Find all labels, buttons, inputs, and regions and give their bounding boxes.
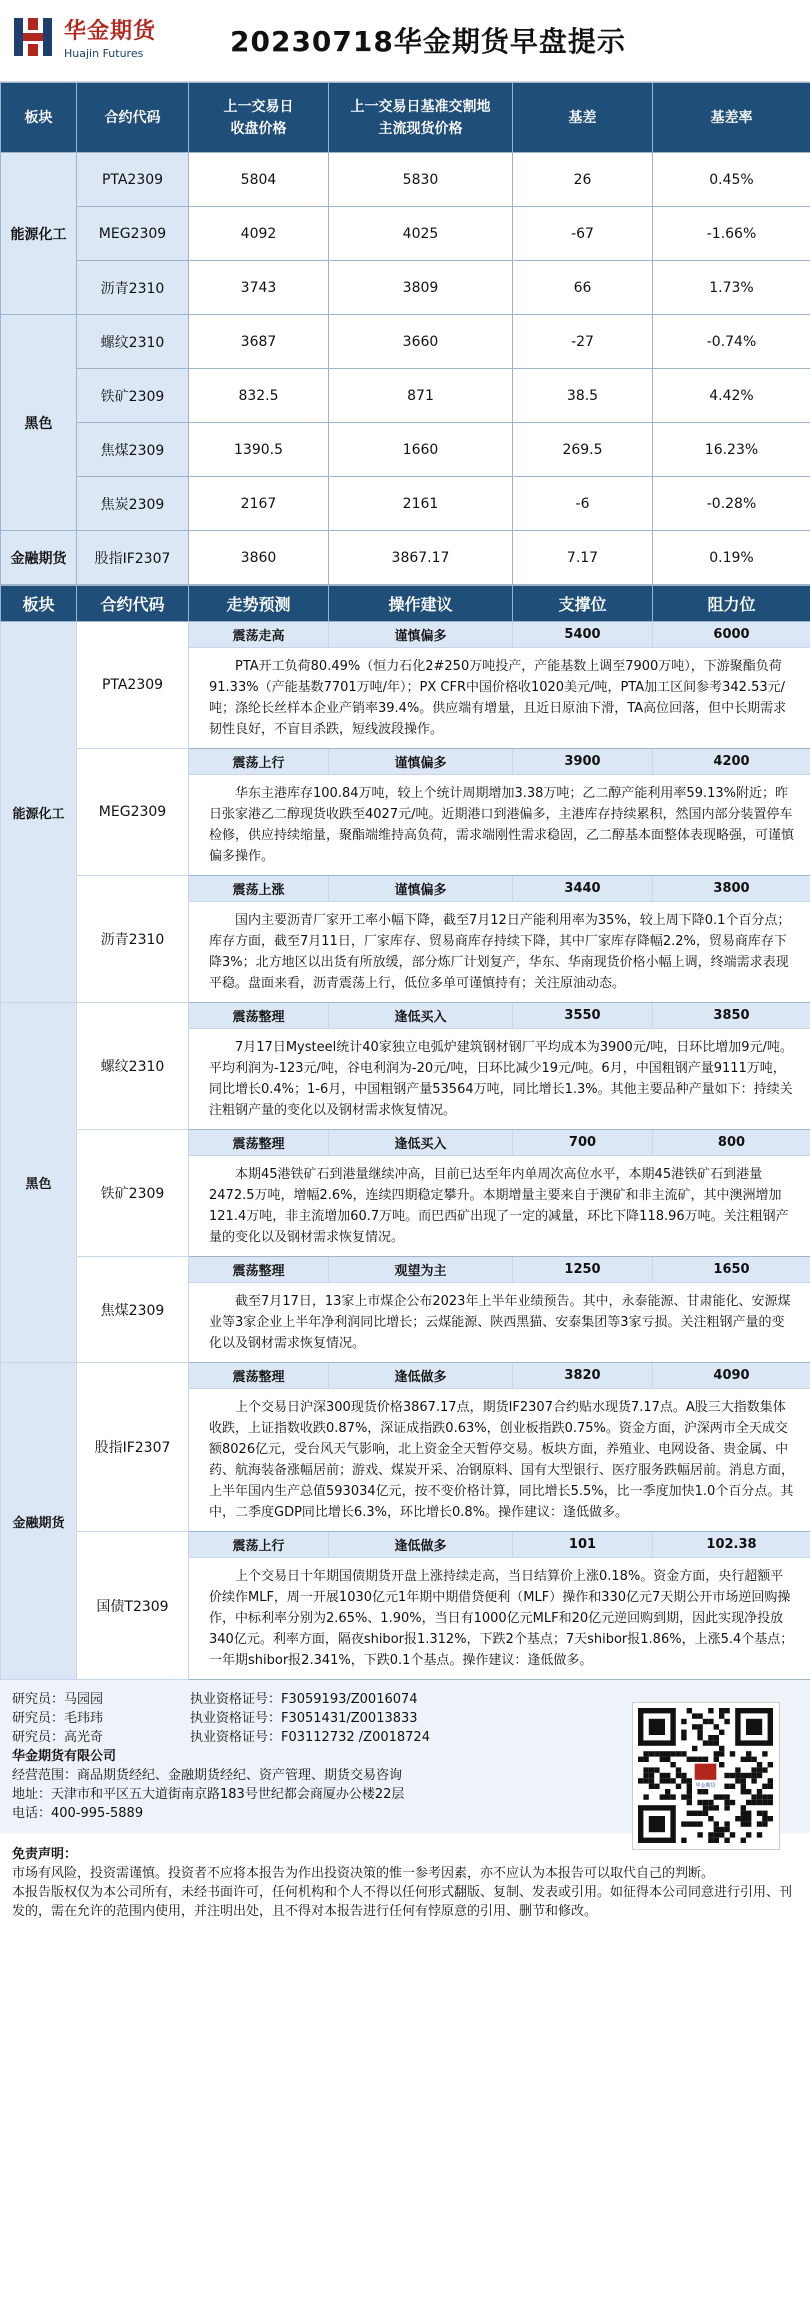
basis-value: 38.5: [513, 369, 653, 423]
company-full-name: 华金期货有限公司: [12, 1749, 117, 1764]
support-level: 3550: [513, 1003, 653, 1029]
support-level: 3900: [513, 749, 653, 775]
basis-value: -67: [513, 207, 653, 261]
contract-code: 螺纹2310: [77, 1003, 189, 1130]
disclaimer-risk: 市场有风险，投资需谨慎。投资者不应将本报告为作出投资决策的惟一参考因素，亦不应认为本报告可以取代自己的判断。: [12, 1866, 715, 1881]
contract-code: 铁矿2309: [77, 369, 189, 423]
basis-header-5: 基差率: [653, 83, 810, 153]
company-name-en: Huajin Futures: [64, 47, 144, 60]
basis-value: 3687: [189, 315, 329, 369]
company-address: 地址：天津市和平区五大道街南京路183号世纪都会商厦办公楼22层: [12, 1787, 405, 1802]
contract-code: 沥青2310: [77, 261, 189, 315]
contract-code: 焦炭2309: [77, 477, 189, 531]
trend-forecast: 震荡上行: [189, 749, 329, 775]
resistance-level: 3850: [653, 1003, 810, 1029]
trend-forecast: 震荡整理: [189, 1257, 329, 1283]
company-name-cn: 华金期货: [64, 19, 157, 44]
resistance-level: 102.38: [653, 1532, 810, 1558]
contract-code: PTA2309: [77, 153, 189, 207]
basis-value: 1390.5: [189, 423, 329, 477]
basis-value: 3660: [329, 315, 513, 369]
disclaimer-copyright: 本报告版权仅为本公司所有，未经书面许可，任何机构和个人不得以任何形式翻版、复制、发表或引用。如征得本公司同意进行引用、刊发的，需在允许的范围内使用，并注明出处，且不得对本报告进行任何有悖原意的引用、删节和修改。: [12, 1885, 793, 1919]
strategy-header-0: 板块: [1, 586, 77, 622]
resistance-level: 1650: [653, 1257, 810, 1283]
basis-table: [0, 82, 810, 585]
basis-value: 2161: [329, 477, 513, 531]
researcher-cert: 执业资格证号：F3051431/Z0013833: [190, 1711, 418, 1726]
operation-advice: 谨慎偏多: [329, 622, 513, 648]
basis-value: 3867.17: [329, 531, 513, 585]
trend-forecast: 震荡整理: [189, 1130, 329, 1156]
operation-advice: 逢低买入: [329, 1003, 513, 1029]
researcher-cert: 执业资格证号：F3059193/Z0016074: [190, 1692, 418, 1707]
disclaimer-title: 免责声明：: [12, 1847, 78, 1862]
trend-forecast: 震荡整理: [189, 1363, 329, 1389]
company-phone: 电话：400-995-5889: [12, 1806, 144, 1821]
contract-code: 螺纹2310: [77, 315, 189, 369]
contract-code: MEG2309: [77, 207, 189, 261]
support-level: 101: [513, 1532, 653, 1558]
sector-cell: 金融期货: [1, 531, 77, 585]
analysis-text: [189, 1558, 810, 1680]
basis-value: 0.45%: [653, 153, 810, 207]
basis-value: 4025: [329, 207, 513, 261]
basis-value: 5804: [189, 153, 329, 207]
support-level: 5400: [513, 622, 653, 648]
sector-cell: 黑色: [1, 315, 77, 531]
researcher-name: 研究员：马园园: [12, 1692, 104, 1707]
table-row: [1, 423, 810, 477]
strategy-strip: [1, 876, 810, 902]
trend-forecast: 震荡上行: [189, 1532, 329, 1558]
table-row: [1, 261, 810, 315]
report-header: [0, 0, 810, 82]
qr-code-icon: [632, 1702, 780, 1850]
contract-code: 焦煤2309: [77, 423, 189, 477]
contract-code: PTA2309: [77, 622, 189, 749]
strategy-header-3: 操作建议: [329, 586, 513, 622]
basis-header-0: 板块: [1, 83, 77, 153]
support-level: 3440: [513, 876, 653, 902]
analysis-paragraph: 截至7月17日，13家上市煤企公布2023年上半年业绩预告。其中，永泰能源、甘肃能化、安源煤业等3家企业上半年净利润同比增长；云煤能源、陕西黑猫、安泰集团等3家亏损。关注粗钢产量的变化以及钢材需求恢复情况。: [209, 1294, 791, 1351]
table-row: [1, 315, 810, 369]
basis-value: 3743: [189, 261, 329, 315]
table-row: [1, 207, 810, 261]
basis-value: 269.5: [513, 423, 653, 477]
basis-header-4: 基差: [513, 83, 653, 153]
strategy-table: [0, 585, 810, 1680]
business-scope: 经营范围：商品期货经纪、金融期货经纪、资产管理、期货交易咨询: [12, 1768, 403, 1783]
resistance-level: 6000: [653, 622, 810, 648]
table-row: [1, 531, 810, 585]
analysis-text: [189, 1156, 810, 1257]
basis-value: 5830: [329, 153, 513, 207]
strategy-header-1: 合约代码: [77, 586, 189, 622]
basis-value: -0.28%: [653, 477, 810, 531]
logo-mark-icon: [10, 14, 56, 60]
basis-value: 1660: [329, 423, 513, 477]
basis-value: 871: [329, 369, 513, 423]
basis-value: 16.23%: [653, 423, 810, 477]
strategy-strip: [1, 1003, 810, 1029]
operation-advice: 逢低买入: [329, 1130, 513, 1156]
basis-header-2: 上一交易日 收盘价格: [189, 83, 329, 153]
strategy-strip: [1, 1363, 810, 1389]
basis-value: -1.66%: [653, 207, 810, 261]
contact-footer: [0, 1680, 810, 1833]
analysis-paragraph: 上个交易日沪深300现货价格3867.17点，期货IF2307合约贴水现货7.17点。A股三大指数集体收跌，上证指数收跌0.87%，深证成指跌0.63%，创业板指跌0.75%。资金方面，沪深两市全天成交额8026亿元，受台风天气影响，北上资金全天暂停交易。板块方面，养殖业、电网设备、贵金属、中药、航海装备涨幅居前；游戏、煤炭开采、冶钢原料、国有大型银行、医疗服务跌幅居前。消息方面，上半年国内生产总值593034亿元，按不变价格计算，同比增长5.5%，比一季度加快1.0个百分点。其中，二季度GDP同比增长6.3%，环比增长0.8%。操作建议：逢低做多。: [209, 1400, 795, 1520]
analysis-paragraph: PTA开工负荷80.49%（恒力石化2#250万吨投产，产能基数上调至7900万吨），下游聚酯负荷91.33%（产能基数7701万吨/年）；PX CFR中国价格收1020美元/吨，PTA加工区间参考342.53元/吨；涤纶长丝样本企业产销率39.4%。供应端有增量，且近日原油下滑，TA高位回落，但中长期需求韧性良好，不盲目杀跌，短线波段操作。: [209, 659, 787, 737]
contract-code: 铁矿2309: [77, 1130, 189, 1257]
basis-value: -27: [513, 315, 653, 369]
support-level: 700: [513, 1130, 653, 1156]
strategy-strip: [1, 1532, 810, 1558]
analysis-paragraph: 本期45港铁矿石到港量继续冲高，目前已达至年内单周次高位水平，本期45港铁矿石到港量2472.5万吨，增幅2.6%，连续四期稳定攀升。本期增量主要来自于澳矿和非主流矿，其中澳洲增加121.4万吨，非主流增加60.7万吨。而巴西矿出现了一定的减量，环比下降118.96万吨。关注粗钢产量的变化以及钢材需求恢复情况。: [209, 1167, 789, 1245]
operation-advice: 谨慎偏多: [329, 749, 513, 775]
analysis-text: [189, 1283, 810, 1363]
basis-value: 3809: [329, 261, 513, 315]
basis-value: 66: [513, 261, 653, 315]
strategy-strip: [1, 749, 810, 775]
basis-header-1: 合约代码: [77, 83, 189, 153]
basis-value: 832.5: [189, 369, 329, 423]
trend-forecast: 震荡走高: [189, 622, 329, 648]
strategy-header-5: 阻力位: [653, 586, 810, 622]
basis-value: 7.17: [513, 531, 653, 585]
basis-value: 0.19%: [653, 531, 810, 585]
strategy-table-header: [1, 586, 810, 622]
contract-code: 股指IF2307: [77, 531, 189, 585]
contract-code: 股指IF2307: [77, 1363, 189, 1532]
report-title: 20230718华金期货早盘提示: [230, 25, 626, 58]
support-level: 1250: [513, 1257, 653, 1283]
basis-value: 4092: [189, 207, 329, 261]
sector-cell: 金融期货: [1, 1363, 77, 1680]
sector-cell: 能源化工: [1, 153, 77, 315]
resistance-level: 4200: [653, 749, 810, 775]
operation-advice: 逢低做多: [329, 1532, 513, 1558]
company-logo: [10, 14, 156, 60]
researcher-name: 研究员：毛玮玮: [12, 1711, 104, 1726]
basis-header-3: 上一交易日基准交割地 主流现货价格: [329, 83, 513, 153]
analysis-paragraph: 上个交易日十年期国债期货开盘上涨持续走高，当日结算价上涨0.18%。资金方面，央行超额平价续作MLF，周一开展1030亿元1年期中期借贷便利（MLF）操作和330亿元7天期公开市场逆回购操作，中标利率分别为2.65%、1.90%，当日有1000亿元MLF和20亿元逆回购到期，因此实现净投放340亿元。利率方面，隔夜shibor报1.312%，下跌2个基点；7天shibor报1.86%，上涨5.4个基点；一年期shibor报2.341%，下跌0.1个基点。操作建议：逢低做多。: [209, 1569, 794, 1668]
analysis-text: [189, 902, 810, 1003]
sector-cell: 黑色: [1, 1003, 77, 1363]
analysis-paragraph: 华东主港库存100.84万吨，较上个统计周期增加3.38万吨；乙二醇产能利用率59.13%附近；昨日张家港乙二醇现货收跌至4027元/吨。近期港口到港偏多，主港库存持续累积，然国内部分装置停车检修，供应持续缩量，聚酯端维持高负荷，需求端刚性需求稳固，乙二醇基本面整体表现略强，可谨慎偏多操作。: [209, 786, 795, 864]
basis-table-header: [1, 83, 810, 153]
strategy-strip: [1, 1257, 810, 1283]
basis-value: -0.74%: [653, 315, 810, 369]
contract-code: MEG2309: [77, 749, 189, 876]
trend-forecast: 震荡上涨: [189, 876, 329, 902]
analysis-text: [189, 1389, 810, 1532]
strategy-header-4: 支撑位: [513, 586, 653, 622]
strategy-header-2: 走势预测: [189, 586, 329, 622]
table-row: [1, 153, 810, 207]
qr-label: 华金期货: [695, 1782, 716, 1789]
operation-advice: 谨慎偏多: [329, 876, 513, 902]
analysis-text: [189, 648, 810, 749]
basis-value: 1.73%: [653, 261, 810, 315]
table-row: [1, 369, 810, 423]
basis-value: 4.42%: [653, 369, 810, 423]
analysis-paragraph: 国内主要沥青厂家开工率小幅下降，截至7月12日产能利用率为35%，较上周下降0.1个百分点；库存方面，截至7月11日，厂家库存、贸易商库存持续下降，其中厂家库存降幅2.2%，贸易商库存下降3%；北方地区以出货有所放缓，部分炼厂计划复产，华东、华南现货价格小幅上调，终端需求表现平稳。盘面来看，沥青震荡上行，低位多单可谨慎持有；关注原油动态。: [209, 913, 791, 991]
operation-advice: 观望为主: [329, 1257, 513, 1283]
resistance-level: 800: [653, 1130, 810, 1156]
basis-value: 26: [513, 153, 653, 207]
analysis-text: [189, 775, 810, 876]
researcher-cert: 执业资格证号：F03112732 /Z0018724: [190, 1730, 430, 1745]
support-level: 3820: [513, 1363, 653, 1389]
table-row: [1, 477, 810, 531]
resistance-level: 4090: [653, 1363, 810, 1389]
contract-code: 焦煤2309: [77, 1257, 189, 1363]
researcher-name: 研究员：高光奇: [12, 1730, 104, 1745]
operation-advice: 逢低做多: [329, 1363, 513, 1389]
basis-value: 2167: [189, 477, 329, 531]
strategy-strip: [1, 1130, 810, 1156]
contract-code: 沥青2310: [77, 876, 189, 1003]
analysis-paragraph: 7月17日Mysteel统计40家独立电弧炉建筑钢材钢厂平均成本为3900元/吨，日环比增加9元/吨。平均利润为-123元/吨，谷电利润为-20元/吨，日环比减少19元/吨。6月，中国粗钢产量9111万吨，同比增长0.4%；1-6月，中国粗钢产量53564万吨，同比增长1.3%。其他主要品种产量如下：持续关注粗钢产量的变化以及钢材需求恢复情况。: [209, 1040, 793, 1118]
analysis-text: [189, 1029, 810, 1130]
trend-forecast: 震荡整理: [189, 1003, 329, 1029]
contract-code: 国债T2309: [77, 1532, 189, 1680]
strategy-strip: [1, 622, 810, 648]
resistance-level: 3800: [653, 876, 810, 902]
basis-value: 3860: [189, 531, 329, 585]
basis-value: -6: [513, 477, 653, 531]
sector-cell: 能源化工: [1, 622, 77, 1003]
